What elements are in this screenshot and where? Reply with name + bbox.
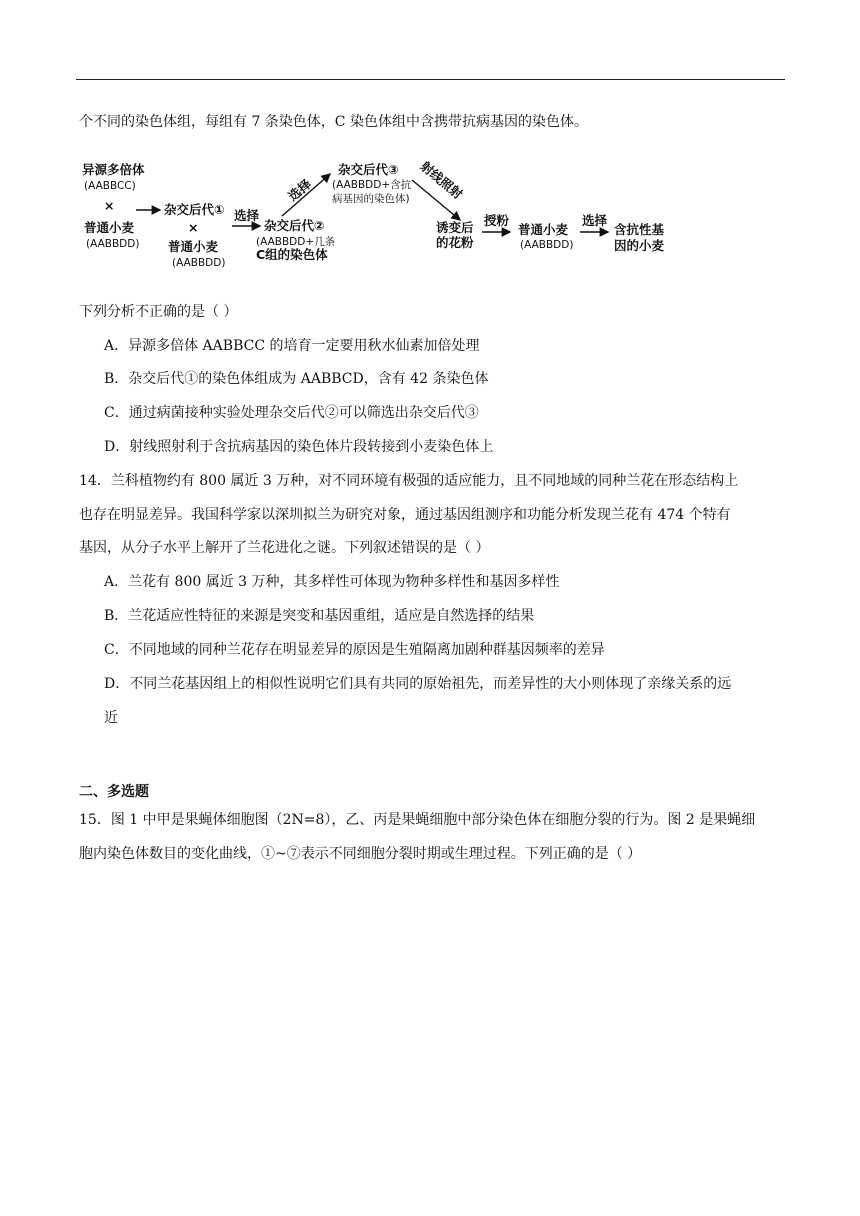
q13-option-a: A．异源多倍体 AABBCC 的培育一定要用秋水仙素加倍处理 [104, 338, 480, 354]
hybrid2-note2: C组的染色体 [256, 247, 328, 262]
q14-stem-line1: 14．兰科植物约有 800 属近 3 万种，对不同环境有极强的适应能力，且不同地域的同种兰花在形态结构上 [79, 473, 739, 489]
parent2-title: 普通小麦 [84, 220, 135, 235]
cross-symbol: × [104, 198, 115, 213]
q14-option-a: A．兰花有 800 属近 3 万种，其多样性可体现为物种多样性和基因多样性 [104, 574, 560, 590]
hybrid3-label: 杂交后代③ [338, 162, 399, 177]
wheat3-genome: (AABBDD) [520, 239, 574, 251]
q14-option-b: B．兰花适应性特征的来源是突变和基因重组，适应是自然选择的结果 [104, 608, 535, 624]
select-label-1: 选择 [234, 208, 260, 223]
q15-stem-line2: 胞内染色体数目的变化曲线，①~⑦表示不同细胞分裂时期或生理过程。下列正确的是（ ） [79, 846, 642, 862]
section-heading: 二、多选题 [79, 784, 149, 800]
hybrid2-label: 杂交后代② [264, 218, 325, 233]
intro-line: 个不同的染色体组，每组有 7 条染色体，C 染色体组中含携带抗病基因的染色体。 [79, 114, 588, 130]
pollen-line1: 诱变后 [436, 220, 474, 235]
result-line2: 因的小麦 [614, 238, 665, 253]
q14-stem-line2: 也存在明显差异。我国科学家以深圳拟兰为研究对象，通过基因组测序和功能分析发现兰花有 474 个特有 [79, 507, 731, 523]
q13-option-c: C．通过病菌接种实验处理杂交后代②可以筛选出杂交后代③ [104, 405, 479, 421]
q15-stem-line1: 15．图 1 中甲是果蝇体细胞图（2N=8），乙、丙是果蝇细胞中部分染色体在细胞分裂的行为。图 2 是果蝇细 [79, 812, 756, 828]
q13-stem: 下列分析不正确的是（ ） [79, 304, 238, 320]
wheat2-title: 普通小麦 [168, 239, 219, 254]
irradiate-label: 射线照射 [417, 158, 466, 202]
select-label-3: 选择 [582, 213, 608, 228]
cross-symbol-2: × [188, 220, 199, 235]
result-line1: 含抗性基 [614, 222, 665, 237]
hybrid1-label: 杂交后代① [164, 202, 225, 217]
q14-stem-line3: 基因，从分子水平上解开了兰花进化之谜。下列叙述错误的是（ ） [79, 540, 490, 556]
q14-option-d: D．不同兰花基因组上的相似性说明它们具有共同的原始祖先，而差异性的大小则体现了亲缘关系的远 [104, 676, 732, 692]
parent1-genome: (AABBCC) [84, 180, 136, 192]
hybrid3-note1: (AABBDD+含抗 [332, 179, 412, 191]
q14-option-c: C．不同地域的同种兰花存在明显差异的原因是生殖隔离加剧种群基因频率的差异 [104, 642, 605, 658]
q14-option-d-wrap: 近 [104, 710, 118, 726]
wheat3-title: 普通小麦 [518, 222, 569, 237]
pollen-line2: 的花粉 [436, 235, 474, 250]
parent1-title: 异源多倍体 [82, 162, 145, 177]
header-rule [76, 79, 785, 80]
parent2-genome: (AABBDD) [86, 238, 140, 250]
q13-option-b: B．杂交后代①的染色体组成为 AABBCD，含有 42 条染色体 [104, 371, 489, 387]
select-label-2: 选择 [285, 176, 315, 204]
pollinate-label: 授粉 [484, 213, 510, 228]
hybrid2-note1: (AABBDD+几条 [256, 236, 336, 248]
breeding-diagram [76, 158, 696, 278]
hybrid3-note2: 病基因的染色体) [332, 193, 410, 205]
wheat2-genome: (AABBDD) [172, 257, 226, 269]
q13-option-d: D．射线照射利于含抗病基因的染色体片段转接到小麦染色体上 [104, 439, 494, 455]
